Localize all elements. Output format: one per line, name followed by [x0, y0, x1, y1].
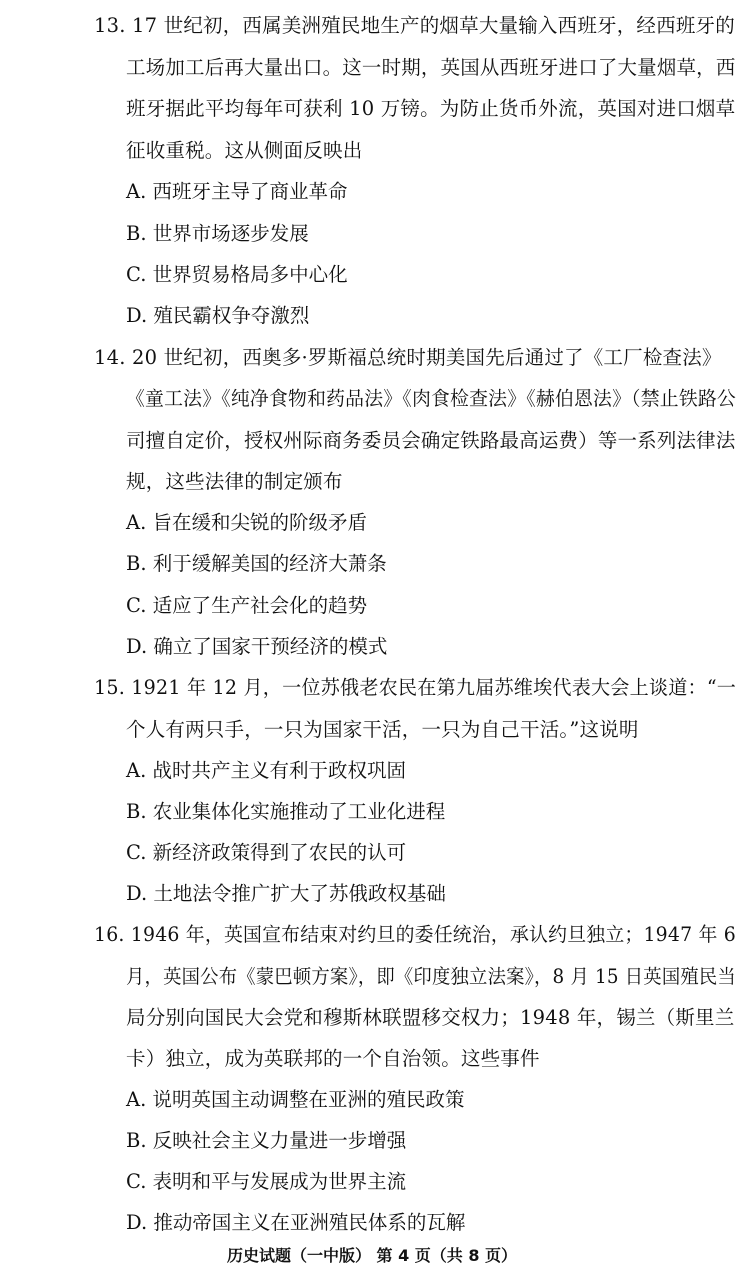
question-16-option-a[interactable]: A. 说明英国主动调整在亚洲的殖民政策	[126, 1088, 465, 1111]
question-14-option-d[interactable]: D. 确立了国家干预经济的模式	[126, 635, 388, 658]
page-footer: 历史试题（一中版） 第 4 页（共 8 页）	[226, 1246, 518, 1265]
question-16-option-c[interactable]: C. 表明和平与发展成为世界主流	[126, 1170, 407, 1193]
question-13-line-1: 13. 17 世纪初，西属美洲殖民地生产的烟草大量输入西班牙，经西班牙的	[94, 14, 735, 37]
question-14-option-c[interactable]: C. 适应了生产社会化的趋势	[126, 594, 368, 617]
question-16-line-1: 16. 1946 年，英国宣布结束对约旦的委任统治，承认约旦独立；1947 年 6	[94, 923, 736, 946]
question-14-option-b[interactable]: B. 利于缓解美国的经济大萧条	[126, 552, 387, 575]
question-13-line-3: 班牙据此平均每年可获利 10 万镑。为防止货币外流，英国对进口烟草	[126, 97, 736, 120]
question-15-option-a[interactable]: A. 战时共产主义有利于政权巩固	[126, 759, 406, 782]
question-16-line-3: 局分别向国民大会党和穆斯林联盟移交权力；1948 年，锡兰（斯里兰	[126, 1006, 735, 1029]
question-14-line-2: 《童工法》《纯净食物和药品法》《肉食检查法》《赫伯恩法》（禁止铁路公	[126, 387, 736, 410]
question-16-line-4: 卡）独立，成为英联邦的一个自治领。这些事件	[126, 1047, 540, 1070]
question-14-option-a[interactable]: A. 旨在缓和尖锐的阶级矛盾	[126, 511, 367, 534]
question-16-line-2: 月，英国公布《蒙巴顿方案》，即《印度独立法案》，8 月 15 日英国殖民当	[126, 965, 736, 988]
question-14-line-4: 规，这些法律的制定颁布	[126, 470, 343, 493]
question-14-line-3: 司擅自定价，授权州际商务委员会确定铁路最高运费）等一系列法律法	[126, 429, 736, 452]
question-13-option-a[interactable]: A. 西班牙主导了商业革命	[126, 180, 348, 203]
question-13-line-2: 工场加工后再大量出口。这一时期，英国从西班牙进口了大量烟草，西	[126, 56, 736, 79]
question-15-option-c[interactable]: C. 新经济政策得到了农民的认可	[126, 841, 407, 864]
question-14-line-1: 14. 20 世纪初，西奥多·罗斯福总统时期美国先后通过了《工厂检查法》	[94, 346, 722, 369]
question-15-option-d[interactable]: D. 土地法令推广扩大了苏俄政权基础	[126, 882, 446, 905]
question-16-option-b[interactable]: B. 反映社会主义力量进一步增强	[126, 1129, 407, 1152]
question-13-option-c[interactable]: C. 世界贸易格局多中心化	[126, 263, 348, 286]
question-13-line-4: 征收重税。这从侧面反映出	[126, 139, 363, 162]
question-16-option-d[interactable]: D. 推动帝国主义在亚洲殖民体系的瓦解	[126, 1211, 466, 1234]
question-13-option-b[interactable]: B. 世界市场逐步发展	[126, 222, 309, 245]
question-15-option-b[interactable]: B. 农业集体化实施推动了工业化进程	[126, 800, 446, 823]
question-15-line-1: 15. 1921 年 12 月，一位苏俄老农民在第九届苏维埃代表大会上谈道：“一	[94, 676, 737, 699]
question-13-option-d[interactable]: D. 殖民霸权争夺激烈	[126, 304, 310, 327]
question-15-line-2: 个人有两只手，一只为国家干活，一只为自己干活。”这说明	[126, 718, 639, 741]
